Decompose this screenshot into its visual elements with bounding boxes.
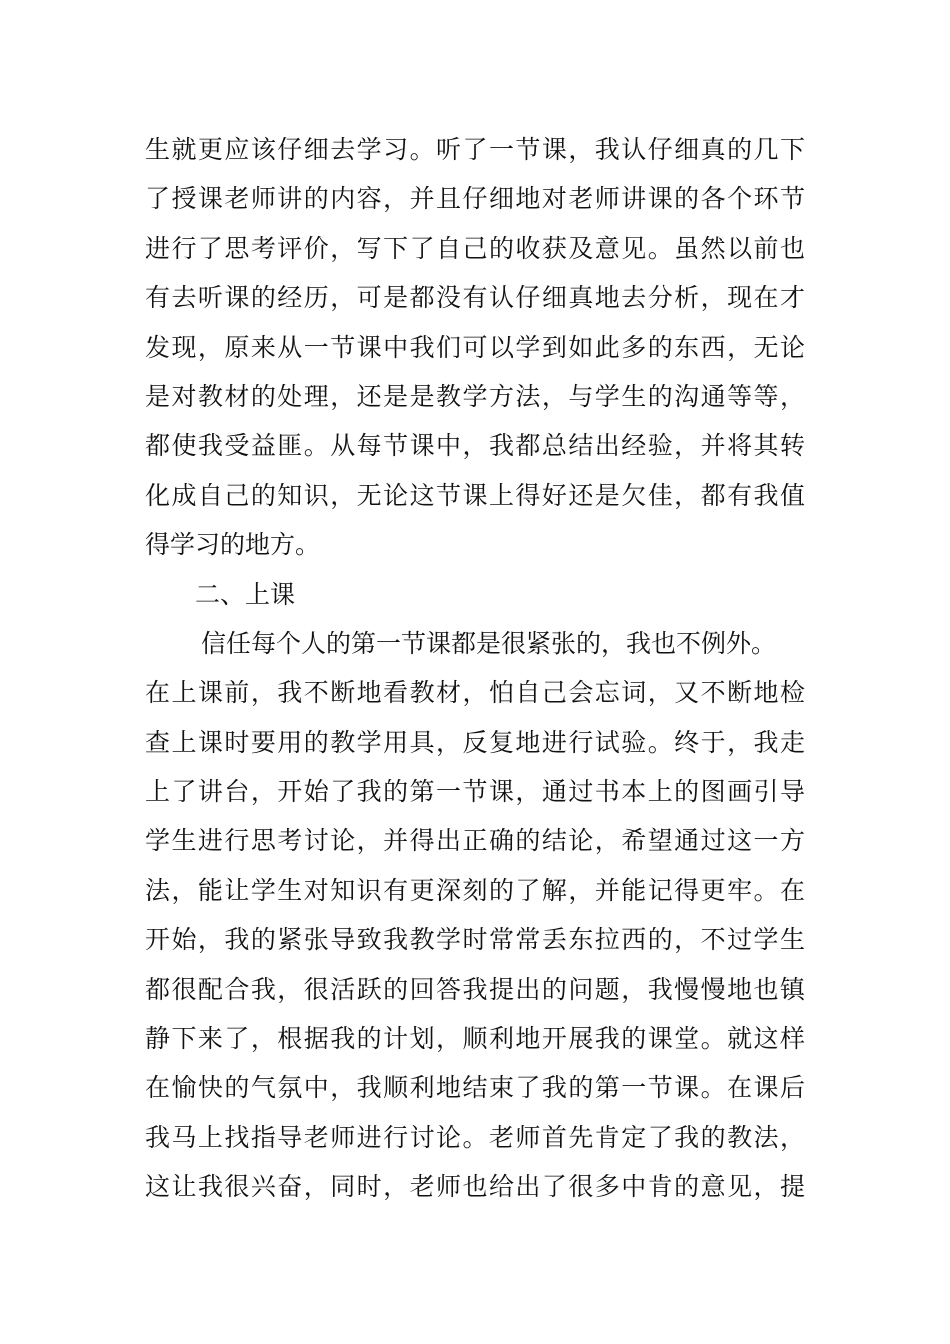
section-heading: 二、上课 <box>195 579 296 609</box>
text-line: 在愉快的气氛中，我顺利地结束了我的第一节课。在课后 <box>145 1073 805 1103</box>
paragraph-1 <box>145 125 805 570</box>
text-line: 开始，我的紧张导致我教学时常常丢东拉西的，不过学生 <box>145 925 805 955</box>
text-line: 静下来了，根据我的计划，顺利地开展我的课堂。就这样 <box>145 1024 805 1054</box>
text-line: 得学习的地方。 <box>145 530 321 560</box>
document-body <box>145 125 805 1212</box>
text-line: 在上课前，我不断地看教材，怕自己会忘词，又不断地检 <box>145 678 805 708</box>
text-line: 发现，原来从一节课中我们可以学到如此多的东西，无论 <box>145 332 805 362</box>
text-line: 都使我受益匪。从每节课中，我都总结出经验，并将其转 <box>145 431 805 461</box>
text-line: 都很配合我，很活跃的回答我提出的问题，我慢慢地也镇 <box>145 974 805 1004</box>
text-line: 信任每个人的第一节课都是很紧张的，我也不例外。 <box>201 628 777 658</box>
text-line: 进行了思考评价，写下了自己的收获及意见。虽然以前也 <box>145 233 805 263</box>
text-line: 是对教材的处理，还是是教学方法，与学生的沟通等等， <box>145 381 805 411</box>
text-line: 这让我很兴奋，同时，老师也给出了很多中肯的意见，提 <box>145 1172 805 1202</box>
text-line: 我马上找指导老师进行讨论。老师首先肯定了我的教法， <box>145 1122 805 1152</box>
paragraph-2 <box>145 619 805 1212</box>
text-line: 学生进行思考讨论，并得出正确的结论，希望通过这一方 <box>145 826 805 856</box>
text-line: 查上课时要用的教学用具，反复地进行试验。终于，我走 <box>145 727 805 757</box>
text-line: 上了讲台，开始了我的第一节课，通过书本上的图画引导 <box>145 777 805 807</box>
text-line: 法，能让学生对知识有更深刻的了解，并能记得更牢。在 <box>145 875 805 905</box>
text-line: 化成自己的知识，无论这节课上得好还是欠佳，都有我值 <box>145 480 805 510</box>
text-line: 生就更应该仔细去学习。听了一节课，我认仔细真的几下 <box>145 135 805 164</box>
text-line: 有去听课的经历，可是都没有认仔细真地去分析，现在才 <box>145 283 805 313</box>
text-line: 了授课老师讲的内容，并且仔细地对老师讲课的各个环节 <box>145 184 805 214</box>
